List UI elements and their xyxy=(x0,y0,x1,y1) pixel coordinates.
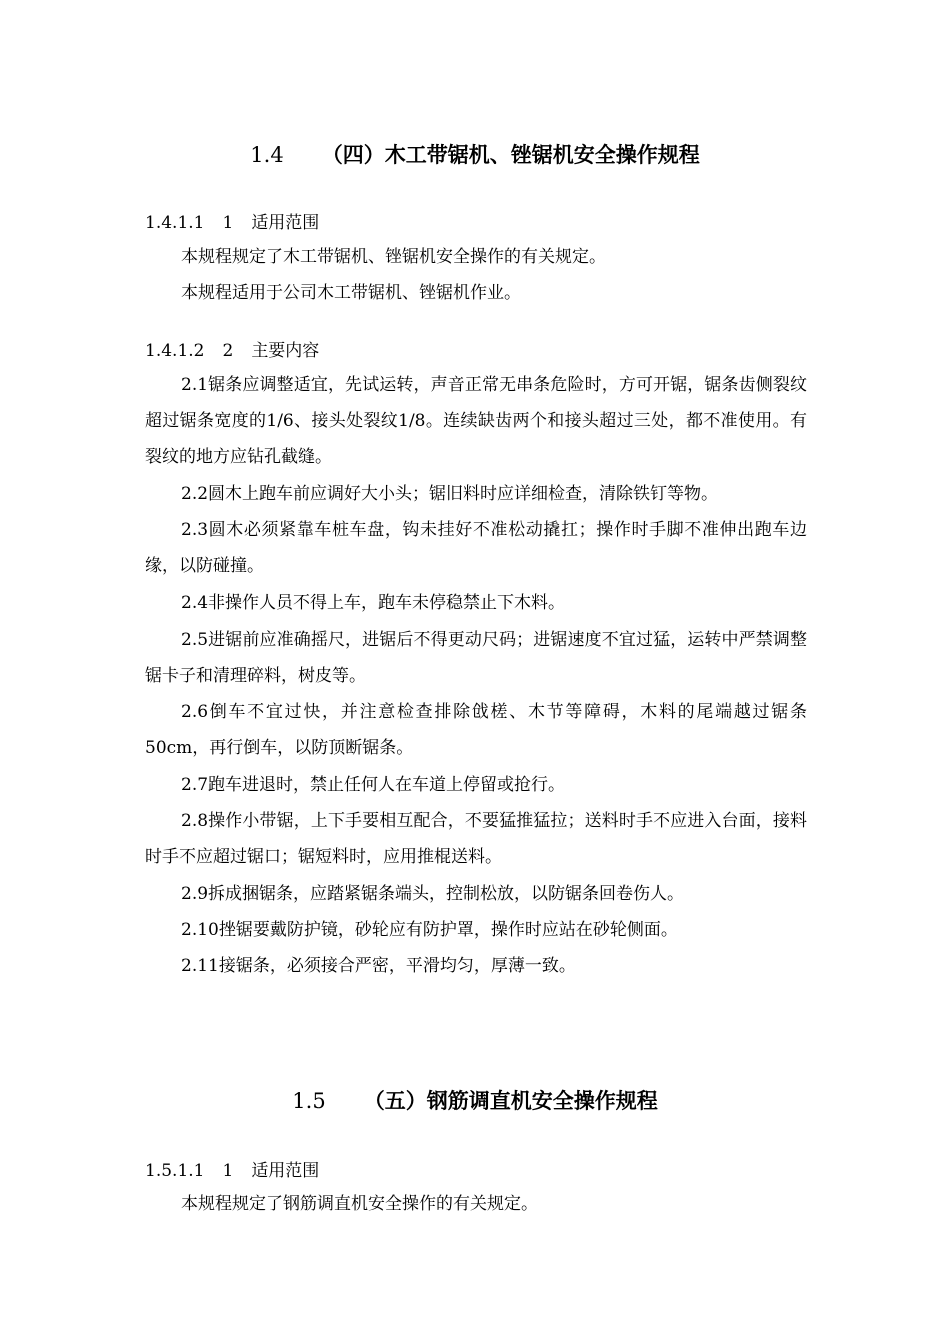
paragraph: 2.10挫锯要戴防护镜，砂轮应有防护罩，操作时应站在砂轮侧面。 xyxy=(181,920,678,940)
section-title xyxy=(0,139,950,169)
section-title-text: （五）钢筋调直机安全操作规程 xyxy=(363,1089,658,1113)
subsection-heading-text: 适用范围 xyxy=(251,1161,320,1181)
section-title-text: （四）木工带锯机、锉锯机安全操作规程 xyxy=(321,143,700,167)
paragraph: 2.3圆木必须紧靠车桩车盘，钩未挂好不准松动撬扛；操作时手脚不准伸出跑车边缘，以防碰撞。 xyxy=(145,520,807,576)
paragraph: 本规程规定了木工带锯机、锉锯机安全操作的有关规定。 xyxy=(181,247,606,267)
paragraph: 2.6倒车不宜过快，并注意检查排除戗槎、木节等障碍，木料的尾端越过锯条50cm，再行倒车，以防顶断锯条。 xyxy=(145,702,807,758)
subsection-heading xyxy=(145,208,319,233)
paragraph: 2.1锯条应调整适宜，先试运转，声音正常无串条危险时，方可开锯，锯条齿侧裂纹超过锯条宽度的1/6、接头处裂纹1/8。连续缺齿两个和接头超过三处，都不准使用。有裂纹的地方应钻孔截缝。 xyxy=(145,375,807,467)
subsection-index: 1 xyxy=(222,1161,234,1181)
subsection-heading xyxy=(145,1156,319,1181)
section-number: 1.4 xyxy=(250,143,284,167)
paragraph: 2.8操作小带锯，上下手要相互配合，不要猛推猛拉；送料时手不应进入台面，接料时手不应超过锯口；锯短料时，应用推棍送料。 xyxy=(145,811,807,867)
section-number: 1.5 xyxy=(292,1089,326,1113)
paragraph: 2.7跑车进退时，禁止任何人在车道上停留或抢行。 xyxy=(181,775,566,795)
subsection-heading-text: 适用范围 xyxy=(251,213,320,233)
subsection-index: 1 xyxy=(222,213,234,233)
paragraph: 2.2圆木上跑车前应调好大小头；锯旧料时应详细检查，清除铁钉等物。 xyxy=(181,484,719,504)
subsection-number: 1.5.1.1 xyxy=(145,1161,205,1181)
paragraph: 2.11接锯条，必须接合严密，平滑均匀，厚薄一致。 xyxy=(181,956,576,976)
paragraph: 本规程规定了钢筋调直机安全操作的有关规定。 xyxy=(181,1194,538,1214)
section-title xyxy=(0,1085,950,1115)
subsection-heading xyxy=(145,336,319,361)
subsection-heading-text: 主要内容 xyxy=(251,341,320,361)
paragraph: 本规程适用于公司木工带锯机、锉锯机作业。 xyxy=(181,283,521,303)
paragraph: 2.5进锯前应准确摇尺，进锯后不得更动尺码；进锯速度不宜过猛，运转中严禁调整锯卡子和清理碎料，树皮等。 xyxy=(145,630,807,686)
paragraph: 2.9拆成捆锯条，应踏紧锯条端头，控制松放，以防锯条回卷伤人。 xyxy=(181,884,685,904)
subsection-index: 2 xyxy=(222,341,234,361)
subsection-number: 1.4.1.1 xyxy=(145,213,205,233)
paragraph: 2.4非操作人员不得上车，跑车未停稳禁止下木料。 xyxy=(181,593,566,613)
subsection-number: 1.4.1.2 xyxy=(145,341,205,361)
